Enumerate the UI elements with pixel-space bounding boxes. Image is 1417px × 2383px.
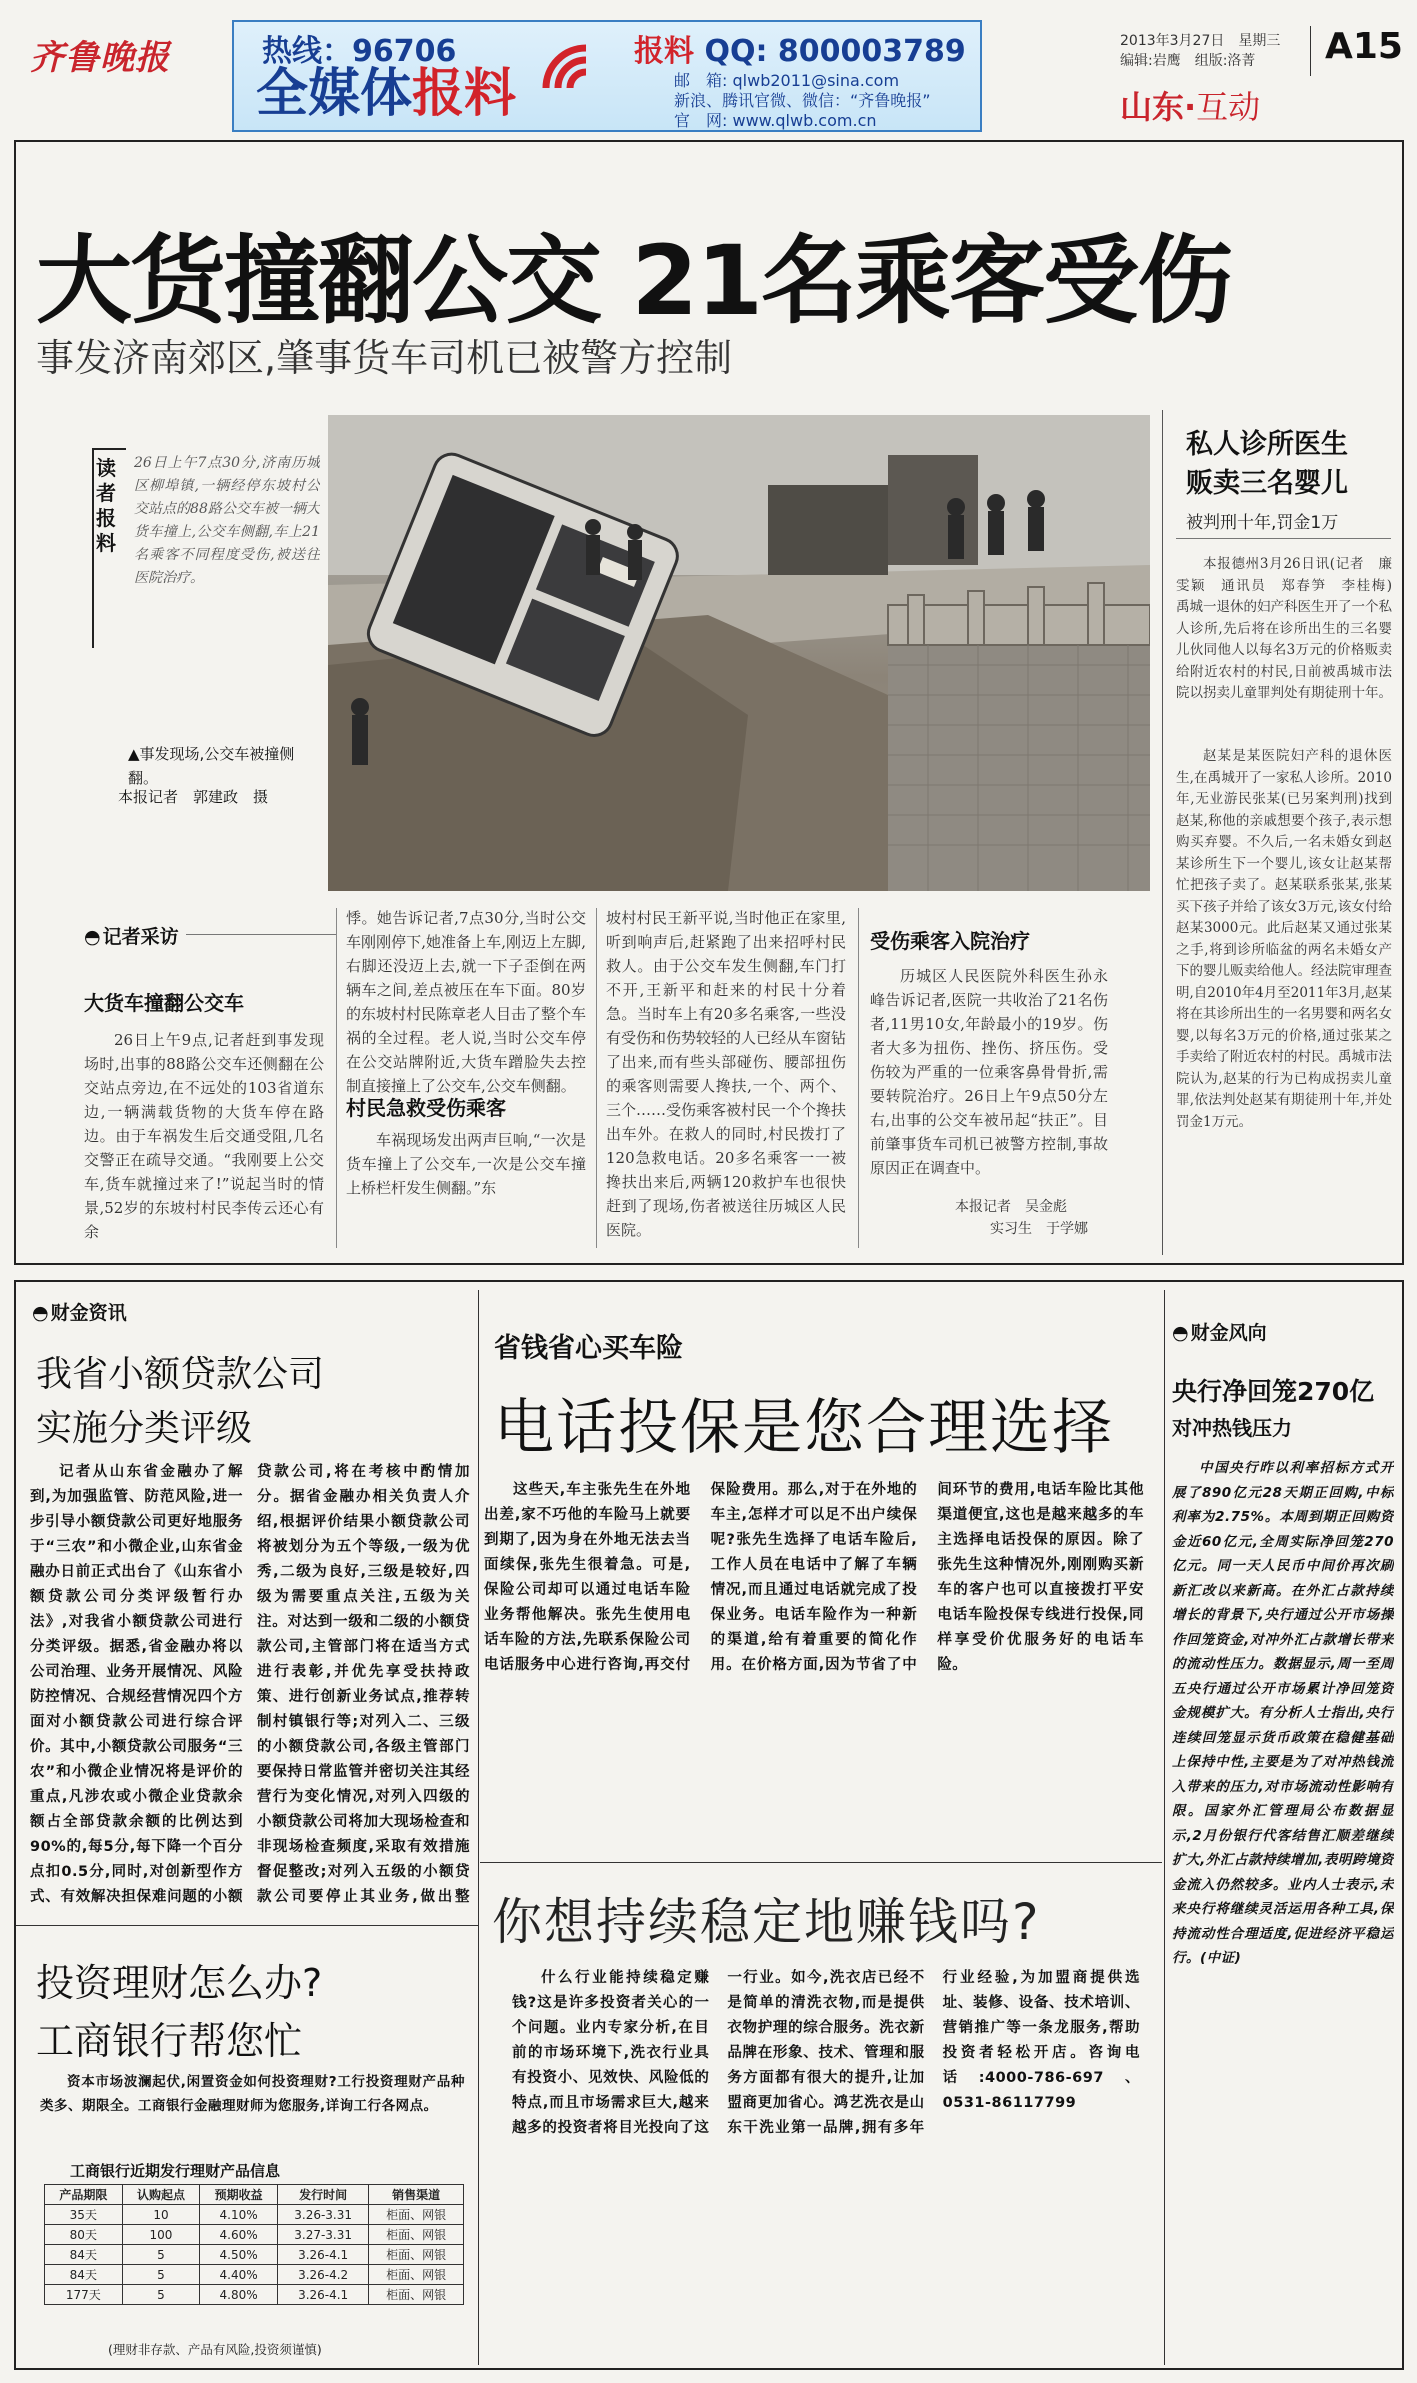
side-lead: 本报德州3月26日讯(记者 廉雯颖 通讯员 郑春笋 李桂梅) 禹城一退休的妇产科医生开了一个私人诊所,先后将在诊所出生的三名婴儿伙同他人以每名3万元的价格贩卖给附近农村的村民,日前被禹城市法院以拐卖儿童罪判处有期徒刑十年。 — [1176, 556, 1392, 701]
section-shandong: 山东 — [1120, 88, 1185, 126]
cell: 3.26-4.1 — [277, 2245, 368, 2265]
brand-title — [256, 64, 516, 124]
finance-a-title1: 我省小额贷款公司 — [36, 1354, 325, 1395]
newspaper-logo: 齐鲁晚报 — [30, 38, 170, 78]
col1-heading: 大货车撞翻公交车 — [84, 991, 244, 1015]
cell: 3.26-4.2 — [277, 2265, 368, 2285]
finance-e-text: 中国央行昨以利率招标方式开展了890亿元28天期正回购,中标利率为2.75%。本周到期正回购资金近60亿元,全周实际净回笼270亿元。同一天人民币中间价再次刷新汇改以来新高。在外汇占款持续增长的背景下,央行通过公开市场操作回笼资金,对冲外汇占款增长带来的流动性压力。数据显示,周一至周五央行通过公开市场累计净回笼资金规模扩大。有分析人士指出,央行连续回笼显示货币政策在稳健基础上保持中性,主要是为了对冲热钱流入带来的压力,对市场流动性影响有限。国家外汇管理局公布数据显示,2月份银行代客结售汇顺差继续扩大,外汇占款持续增加,表明跨境资金流入仍然较多。业内人士表示,未来央行将继续灵活运用各种工具,保持流动性合理适度,促进经济平稳运行。(中证) — [1172, 1460, 1394, 1966]
page-number: A15 — [1325, 26, 1403, 67]
cell: 84天 — [45, 2245, 123, 2265]
finance-b-title2: 工商银行帮您忙 — [36, 2019, 303, 2063]
finance-a-title2: 实施分类评级 — [36, 1408, 253, 1449]
web-link[interactable]: www.qlwb.com.cn — [732, 111, 877, 130]
finance-wind-tag: ◓ 财金风向 — [1172, 1318, 1267, 1345]
table-row — [45, 2205, 464, 2225]
cell: 177天 — [45, 2285, 123, 2305]
main-subhead: 事发济南郊区,肇事货车司机已被警方控制 — [36, 336, 733, 380]
cell: 柜面、网银 — [369, 2225, 464, 2245]
baoliao-label: 报料 — [634, 34, 694, 69]
cell: 3.26-4.1 — [277, 2285, 368, 2305]
col2-heading: 村民急救受伤乘客 — [346, 1096, 506, 1120]
finance-c-kicker: 省钱省心买车险 — [494, 1333, 683, 1364]
finance-c-title: 电话投保是您合理选择 — [494, 1393, 1114, 1463]
reader-label: 读者报料 — [96, 456, 116, 555]
issue-date: 2013年3月27日 星期三 — [1120, 33, 1281, 49]
product-table-title: 工商银行近期发行理财产品信息 — [70, 2162, 281, 2180]
finance-d-text: 什么行业能持续稳定赚钱?这是许多投资者关心的一个问题。业内专家分析,在目前的市场环境下,洗衣行业具有投资小、见效快、风险低的特点,而且市场需求巨大,越来越多的投资者将目光投向了这一行业。如今,洗衣店已经不是简单的清洗衣物,而是提供衣物护理的综合服务。洗衣新品牌在形象、技术、管理和服务方面都有很大的提升,让加盟商更加省心。鸿艺洗衣是山东干洗业第一品牌,拥有多年行业经验,为加盟商提供选址、装修、设备、技术培训、营销推广等一条龙服务,帮助投资者轻松开店。咨询电话:4000-786-697、0531-86117799 — [512, 1970, 1140, 2136]
qq-line — [634, 26, 966, 70]
finance-c-text: 这些天,车主张先生在外地出差,家不巧他的车险马上就要到期了,因为身在外地无法去当面续保,张先生很着急。可是,保险公司却可以通过电话车险业务帮他解决。张先生使用电话车险的方法,先联系保险公司电话服务中心进行咨询,再交付保险费用。那么,对于在外地的车主,怎样才可以足不出户续保呢?张先生选择了电话车险后,工作人员在电话中了解了车辆情况,而且通过电话就完成了投保业务。电话车险作为一种新的渠道,给有着重要的简化作用。在价格方面,因为节省了中间环节的费用,电话车险比其他渠道便宜,这也是越来越多的车主选择电话投保的原因。除了张先生这种情况外,刚刚购买新车的客户也可以直接拨打平安电话车险投保专线进行投保,同样享受价优服务好的电话车险。 — [484, 1482, 1144, 1673]
reporter-tag: ◓ 记者采访 — [84, 922, 179, 949]
cell: 柜面、网银 — [369, 2265, 464, 2285]
side-subtitle: 被判刑十年,罚金1万 — [1186, 513, 1339, 533]
th-yield: 预期收益 — [200, 2185, 278, 2205]
cell: 100 — [122, 2225, 200, 2245]
brand-main: 全媒体 — [256, 64, 413, 124]
cell: 3.27-3.31 — [277, 2225, 368, 2245]
hotline-label: 热线： — [262, 34, 352, 69]
accident-photo — [328, 415, 1150, 891]
col1-text: 26日上午9点,记者赶到事发现场时,出事的88路公交车还侧翻在公交站点旁边,在不远处的103省道东边,一辆满载货物的大货车停在路边。由于车祸发生后交通受阻,几名交警正在疏导交通。“我刚要上公交车,货车就撞过来了!”说起当时的情景,52岁的东坡村村民李传云还心有余 — [84, 1031, 324, 1241]
section-hudong: 互动 — [1196, 88, 1261, 126]
table-row — [45, 2285, 464, 2305]
photo-credit: 本报记者 郭建政 摄 — [118, 788, 269, 806]
side-title: 私人诊所医生贩卖三名婴儿 — [1186, 429, 1348, 499]
table-row — [45, 2245, 464, 2265]
finance-news-tag: ◓ 财金资讯 — [32, 1298, 127, 1325]
cell: 5 — [122, 2265, 200, 2285]
finance-d-title: 你想持续稳定地赚钱吗? — [492, 1893, 1041, 1951]
cell: 3.26-3.31 — [277, 2205, 368, 2225]
main-headline: 大货撞翻公交 21名乘客受伤 — [36, 225, 1232, 337]
cell: 80天 — [45, 2225, 123, 2245]
sidebar-divider — [1162, 410, 1163, 1255]
th-min: 认购起点 — [122, 2185, 200, 2205]
cell: 4.50% — [200, 2245, 278, 2265]
editor-credit: 编辑:岩鹰 组版:洛菁 — [1120, 53, 1256, 69]
table-row — [45, 2225, 464, 2245]
finance-e-title2: 对冲热钱压力 — [1172, 1416, 1292, 1440]
hotline-number: 96706 — [352, 34, 457, 69]
th-term: 产品期限 — [45, 2185, 123, 2205]
cell: 4.80% — [200, 2285, 278, 2305]
cell: 5 — [122, 2285, 200, 2305]
cell: 柜面、网银 — [369, 2245, 464, 2265]
finance-e-title1: 央行净回笼270亿 — [1172, 1377, 1375, 1406]
signal-icon — [534, 30, 614, 100]
photo-caption: ▲事发现场,公交车被撞侧翻。 — [128, 745, 295, 787]
cell: 5 — [122, 2245, 200, 2265]
side-body: 赵某是某医院妇产科的退休医生,在禹城开了一家私人诊所。2010年,无业游民张某(已另案判刑)找到赵某,称他的亲戚想要个孩子,表示想购买弃婴。不久后,一名未婚女到赵某诊所生下一个婴儿,该女让赵某帮忙把孩子卖了。赵某联系张某,张某买下孩子并给了该女3万元,该女付给赵某3000元。此后赵某又通过张某之手,将到诊所临盆的两名未婚女产下的婴儿贩卖给他人。经法院审理查明,自2010年4月至2011年3月,赵某将在其诊所出生的一名男婴和两名女婴,以每名3万元的价格,通过张某之手卖给了附近农村的村民。禹城市法院认为,赵某的行为已构成拐卖儿童罪,依法判处赵某有期徒刑十年,并处罚金1万元。 — [1176, 748, 1392, 1130]
section-dot: · — [1184, 88, 1197, 126]
mail-address[interactable]: qlwb2011@sina.com — [732, 71, 900, 90]
reader-lead: 26日上午7点30分,济南历城区柳埠镇,一辆经停东坡村公交站点的88路公交车被一辆大货车撞上,公交车侧翻,车上21名乘客不同程度受伤,被送往医院治疗。 — [134, 455, 320, 586]
col4-credit-intern: 实习生 于学娜 — [990, 1221, 1088, 1237]
section-label — [1120, 82, 1260, 128]
cell: 4.40% — [200, 2265, 278, 2285]
photo-scene — [328, 415, 1150, 891]
web-label: 官 网: — [674, 111, 728, 130]
th-date: 发行时间 — [277, 2185, 368, 2205]
hotline-banner — [232, 20, 982, 132]
table-row — [45, 2265, 464, 2285]
cell: 84天 — [45, 2265, 123, 2285]
cell: 4.60% — [200, 2225, 278, 2245]
col3-text: 坡村村民王新平说,当时他正在家里,听到响声后,赶紧跑了出来招呼村民救人。由于公交车发生侧翻,车门打不开,王新平和赶来的村民十分着急。当时车上有20多名乘客,一些没有受伤和伤势较轻的人已经从车窗钻了出来,而有些头部碰伤、腰部扭伤的乘客则需要人搀扶,一个、两个、三个……受伤乘客被村民一个个搀扶出车外。在救人的同时,村民拨打了120急救电话。20多名乘客一一被搀扶出来后,两辆120救护车也很快赶到了现场,伤者被送往历城区人民医院。 — [606, 909, 846, 1239]
finance-a-text: 记者从山东省金融办了解到,为加强监管、防范风险,进一步引导小额贷款公司更好地服务于“三农”和小微企业,山东省金融办日前正式出台了《山东省小额贷款公司分类评级暂行办法》,对我省小额贷款公司进行分类评级。据悉,省金融办将以公司治理、业务开展情况、风险防控情况、合规经营情况四个方面对小额贷款公司进行综合评价。其中,小额贷款公司服务“三农”和小微企业情况将是评价的重点,凡涉农或小微企业贷款余额占全部贷款余额的比例达到90%的,每5分,每下降一个百分点扣0.5分,同时,对创新型作方式、有效解决担保难问题的小额贷款公司,将在考核中酌情加分。据省金融办相关负责人介绍,根据评价结果小额贷款公司将被划分为五个等级,一级为优秀,二级为良好,三级是较好,四级为需要重点关注,五级为关注。对达到一级和二级的小额贷款公司,主管部门将在适当方式进行表彰,并优先享受扶持政策、进行创新业务试点,推荐转制村镇银行等;对列入二、三级的小额贷款公司,各级主管部门要保持日常监管并密切关注其经营行为变化情况,对列入四级的小额贷款公司将加大现场检查和非现场检查频度,采取有效措施督促整改;对列入五级的小额贷款公司要停止其业务,做出整 — [30, 1464, 470, 1905]
mail-label: 邮 箱: — [674, 71, 728, 90]
product-table-wrap — [44, 2184, 464, 2305]
table-note: (理财非存款、产品有风险,投资须谨慎) — [108, 2342, 322, 2357]
product-table-header — [45, 2185, 464, 2205]
finance-b-intro: 资本市场波澜起伏,闲置资金如何投资理财?工行投资理财产品种类多、期限全。工商银行金融理财师为您服务,详询工行各网点。 — [40, 2074, 465, 2114]
col4-credit-reporter: 本报记者 吴金彪 — [955, 1199, 1067, 1215]
cell: 10 — [122, 2205, 200, 2225]
product-table — [44, 2184, 464, 2305]
finance-b-title1: 投资理财怎么办? — [36, 1961, 323, 2005]
cell: 35天 — [45, 2205, 123, 2225]
col2-text2: 车祸现场发出两声巨响,“一次是货车撞上了公交车,一次是公交车撞上桥栏杆发生侧翻。”东 — [346, 1131, 586, 1197]
qq-number: QQ: 800003789 — [704, 34, 966, 69]
cell: 柜面、网银 — [369, 2205, 464, 2225]
col2-text: 悸。她告诉记者,7点30分,当时公交车刚刚停下,她准备上车,刚迈上左脚,右脚还没迈上去,就一下子歪倒在两辆车之间,差点被压在车下面。80岁的东坡村村民陈章老人目击了整个车祸的全过程。老人说,当时公交车停在公交站牌附近,大货车蹭脸失去控制直接撞上了公交车,公交车侧翻。 — [346, 909, 586, 1095]
th-channel: 销售渠道 — [369, 2185, 464, 2205]
weibo-line: 新浪、腾讯官微、微信：“齐鲁晚报” — [674, 91, 931, 110]
cell: 柜面、网银 — [369, 2285, 464, 2305]
web-line — [674, 108, 877, 131]
col4-text: 历城区人民医院外科医生孙永峰告诉记者,医院一共收治了21名伤者,11男10女,年龄最小的19岁。伤者大多为扭伤、挫伤、挤压伤。受伤较为严重的一位乘客鼻骨骨折,需要转院治疗。26日上午9点50分左右,出事的公交车被吊起“扶正”。目前肇事货车司机已被警方控制,事故原因正在调查中。 — [870, 967, 1108, 1176]
cell: 4.10% — [200, 2205, 278, 2225]
col4-heading: 受伤乘客入院治疗 — [870, 929, 1030, 953]
brand-accent: 报料 — [412, 64, 517, 124]
